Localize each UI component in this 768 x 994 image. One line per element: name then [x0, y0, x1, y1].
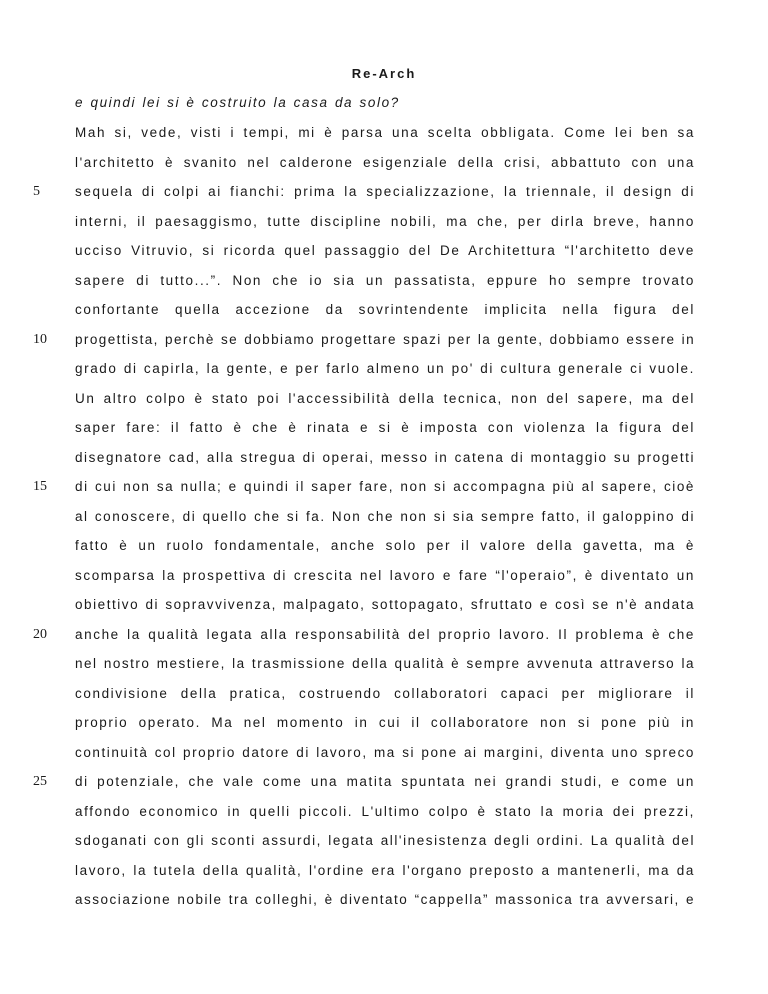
text-line-2: l'architetto è svanito nel calderone esigenziale della crisi, abbattuto con una — [75, 155, 695, 170]
text-line-4: interni, il paesaggismo, tutte discipline nobili, ma che, per dirla breve, hanno — [75, 214, 695, 229]
text-line-20: condivisione della pratica, costruendo collaboratori capaci per migliorare il — [75, 686, 695, 701]
text-line-26: lavoro, la tutela della qualità, l'ordine era l'organo preposto a mantenerli, ma da — [75, 863, 695, 878]
line-number-10: 10 — [33, 332, 47, 347]
line-number-15: 15 — [33, 479, 47, 494]
text-line-21: proprio operato. Ma nel momento in cui il collaboratore non si pone più in — [75, 715, 695, 730]
text-line-24: affondo economico in quelli piccoli. L'ultimo colpo è stato la moria dei prezzi, — [75, 804, 695, 819]
text-line-9: grado di capirla, la gente, e per farlo almeno un po' di cultura generale ci vuole. — [75, 361, 695, 376]
line-number-5: 5 — [33, 184, 40, 199]
text-line-0: e quindi lei si è costruito la casa da solo? — [75, 95, 400, 110]
text-line-17: obiettivo di sopravvivenza, malpagato, sottopagato, sfruttato e così se n'è andata — [75, 597, 695, 612]
text-line-22: continuità col proprio datore di lavoro, ma si pone ai margini, diventa uno spreco — [75, 745, 695, 760]
text-line-8: progettista, perchè se dobbiamo progettare spazi per la gente, dobbiamo essere in — [75, 332, 695, 347]
line-number-25: 25 — [33, 774, 47, 789]
line-number-20: 20 — [33, 627, 47, 642]
text-line-18: anche la qualità legata alla responsabilità del proprio lavoro. Il problema è che — [75, 627, 695, 642]
running-header: Re-Arch — [351, 66, 417, 81]
text-line-10: Un altro colpo è stato poi l'accessibilità della tecnica, non del sapere, ma del — [75, 391, 695, 406]
text-line-1: Mah si, vede, visti i tempi, mi è parsa una scelta obbligata. Come lei ben sa — [75, 125, 695, 140]
text-line-11: saper fare: il fatto è che è rinata e si è imposta con violenza la figura del — [75, 420, 695, 435]
text-line-16: scomparsa la prospettiva di crescita nel lavoro e fare “l'operaio”, è diventato un — [75, 568, 695, 583]
text-line-25: sdoganati con gli sconti assurdi, legata all'inesistenza degli ordini. La qualità del — [75, 833, 695, 848]
text-line-13: di cui non sa nulla; e quindi il saper fare, non si accompagna più al sapere, cioè — [75, 479, 695, 494]
text-line-12: disegnatore cad, alla stregua di operai, messo in catena di montaggio su progetti — [75, 450, 695, 465]
text-line-6: sapere di tutto...”. Non che io sia un passatista, eppure ho sempre trovato — [75, 273, 695, 288]
text-line-5: ucciso Vitruvio, si ricorda quel passaggio del De Architettura “l'architetto deve — [75, 243, 695, 258]
text-line-19: nel nostro mestiere, la trasmissione della qualità è sempre avvenuta attraverso la — [75, 656, 695, 671]
text-line-7: confortante quella accezione da sovrintendente implicita nella figura del — [75, 302, 695, 317]
text-line-15: fatto è un ruolo fondamentale, anche solo per il valore della gavetta, ma è — [75, 538, 695, 553]
text-line-27: associazione nobile tra colleghi, è diventato “cappella” massonica tra avversari, e — [75, 892, 695, 907]
text-line-23: di potenziale, che vale come una matita spuntata nei grandi studi, e come un — [75, 774, 695, 789]
text-line-3: sequela di colpi ai fianchi: prima la specializzazione, la triennale, il design di — [75, 184, 695, 199]
text-line-14: al conoscere, di quello che si fa. Non che non si sia sempre fatto, il galoppino di — [75, 509, 695, 524]
